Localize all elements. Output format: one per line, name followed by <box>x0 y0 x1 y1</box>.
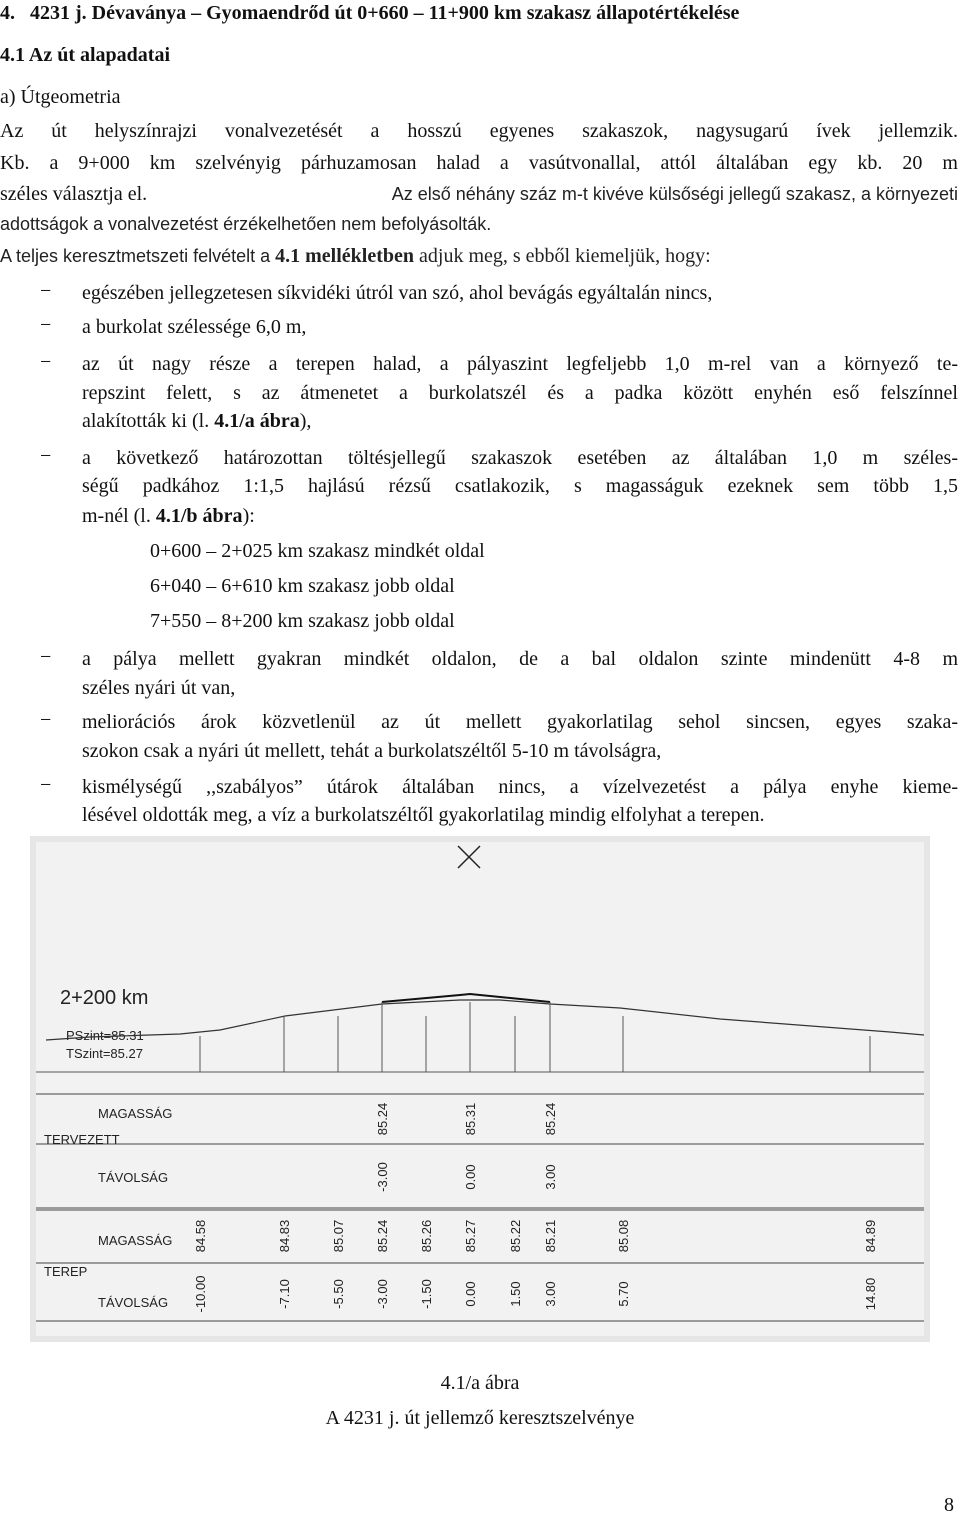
bullet-text: a burkolat szélessége 6,0 m, <box>82 316 307 338</box>
cross-section-figure <box>30 836 930 1342</box>
paragraph-line: Az út helyszínrajzi vonalvezetését a hosszú egyenes szakaszok, nagysugarú ívek jellemzik. <box>0 120 958 142</box>
station-label: 2+200 km <box>60 987 149 1009</box>
terrain-height-value: 85.24 <box>375 1219 390 1253</box>
bullet-text <box>82 410 311 432</box>
bullet-text: egészében jellegzetesen síkvidéki útról van szó, ahol bevágás egyáltalán nincs, <box>82 282 713 304</box>
intro-line <box>0 245 711 267</box>
planned-distance-value: -3.00 <box>375 1162 390 1192</box>
terrain-height-value: 84.58 <box>193 1219 208 1253</box>
terrain-distance-value: 1.50 <box>508 1281 523 1307</box>
planned-height-value: 85.31 <box>463 1102 478 1136</box>
bullet-dash: − <box>40 774 52 796</box>
terrain-distance-value: 3.00 <box>543 1281 558 1307</box>
paragraph-line: adottságok a vonalvezetést érzékelhetően nem befolyásolták. <box>0 214 492 234</box>
intro-post: adjuk meg, s ebből kiemeljük, hogy: <box>419 245 711 267</box>
section-title: 4.1 Az út alapadatai <box>0 44 171 66</box>
bullet-text: széles nyári út van, <box>82 677 236 699</box>
planned-distance-value: 3.00 <box>543 1164 558 1190</box>
bullet-text: a pálya mellett gyakran mindkét oldalon, de a bal oldalon szinte mindenütt 4-8 m <box>82 648 958 670</box>
bullet-text: meliorációs árok közvetlenül az út mellett gyakorlatilag sehol sincsen, egyes szaka- <box>82 711 958 733</box>
page-number: 8 <box>944 1494 954 1516</box>
group-label-terrain: TEREP <box>44 1264 88 1279</box>
figure-caption-number: 4.1/a ábra <box>440 1372 520 1394</box>
planned-height-value: 85.24 <box>543 1102 558 1136</box>
bullet-text: szokon csak a nyári út mellett, tehát a burkolatszéltől 5-10 m távolságra, <box>82 740 662 762</box>
row-label-terrain-height: MAGASSÁG <box>98 1233 173 1248</box>
paragraph-fragment: széles választja el. <box>0 183 148 205</box>
chapter-heading <box>0 2 739 24</box>
row-label-terrain-distance: TÁVOLSÁG <box>98 1295 169 1310</box>
bullet-text <box>82 505 255 527</box>
bullet-fragment: m-nél (l. <box>82 505 151 527</box>
terrain-height-value: 85.08 <box>616 1219 631 1253</box>
bullet-dash: − <box>40 709 52 731</box>
terrain-height-value: 84.89 <box>863 1219 878 1253</box>
planned-height-value: 85.24 <box>375 1102 390 1136</box>
subsection-title: a) Útgeometria <box>0 86 121 108</box>
figure-panel <box>36 842 924 1336</box>
terrain-distance-value: -3.00 <box>375 1279 390 1309</box>
paragraph-line: Kb. a 9+000 km szelvényig párhuzamosan halad a vasútvonallal, attól általában egy kb. 20 m <box>0 152 958 174</box>
bullet-dash: − <box>40 445 52 467</box>
chapter-number: 4. <box>0 2 15 24</box>
terrain-distance-value: -10.00 <box>193 1275 208 1313</box>
terrain-distance-value: -1.50 <box>419 1279 434 1309</box>
terrain-height-value: 85.26 <box>419 1219 434 1253</box>
figure-ref: 4.1/a ábra <box>214 410 300 432</box>
bullet-dash: − <box>40 646 52 668</box>
bullet-text: az út nagy része a terepen halad, a pályaszint legfeljebb 1,0 m-rel van a környező te- <box>82 353 958 375</box>
group-label-planned: TERVEZETT <box>44 1132 120 1147</box>
bullet-text: a következő határozottan töltésjellegű szakaszok esetében az általában 1,0 m széles- <box>82 447 958 469</box>
bullet-dash: − <box>40 280 52 302</box>
terrain-height-value: 85.21 <box>543 1219 558 1253</box>
terrain-distance-value: -5.50 <box>331 1279 346 1309</box>
terrain-distance-value: 14.80 <box>863 1277 878 1311</box>
terrain-height-value: 85.07 <box>331 1219 346 1253</box>
bullet-fragment: ): <box>242 505 255 527</box>
section-row: 6+040 – 6+610 km szakasz jobb oldal <box>150 575 455 597</box>
pszint-label: PSzint=85.31 <box>66 1028 144 1043</box>
bullet-text: repszint felett, s az átmenetet a burkolatszél és a padka között enyhén eső felszínnel <box>82 382 958 404</box>
bullet-fragment: alakították ki (l. <box>82 410 210 432</box>
bullet-text: kismélységű ,,szabályos” útárok általában nincs, a vízelvezetést a pálya enyhe kieme- <box>82 776 958 798</box>
bullet-dash: − <box>40 314 52 336</box>
figure-caption-title: A 4231 j. út jellemző keresztszelvénye <box>325 1407 635 1429</box>
row-label-planned-distance: TÁVOLSÁG <box>98 1170 169 1185</box>
section-row: 7+550 – 8+200 km szakasz jobb oldal <box>150 610 455 632</box>
terrain-height-value: 84.83 <box>277 1219 292 1253</box>
bullet-text: ségű padkához 1:1,5 hajlású rézsű csatlakozik, s magasságuk ezeknek sem több 1,5 <box>82 475 958 497</box>
terrain-distance-value: 5.70 <box>616 1281 631 1307</box>
terrain-distance-value: -7.10 <box>277 1279 292 1309</box>
terrain-height-value: 85.22 <box>508 1219 523 1253</box>
paragraph-line <box>0 183 958 205</box>
planned-distance-value: 0.00 <box>463 1164 478 1190</box>
intro-bold: 4.1 mellékletben <box>275 245 415 267</box>
chapter-title: 4231 j. Dévaványa – Gyomaendrőd út 0+660 – 11+900 km szakasz állapotértékelése <box>30 2 740 24</box>
row-label-planned-height: MAGASSÁG <box>98 1106 173 1121</box>
bullet-text: lésével oldották meg, a víz a burkolatszéltől gyakorlatilag mindig elfolyhat a terepen. <box>82 804 765 826</box>
terrain-distance-value: 0.00 <box>463 1281 478 1307</box>
bullet-dash: − <box>40 351 52 373</box>
bullet-fragment: ), <box>299 410 312 432</box>
paragraph-fragment-sans: Az első néhány száz m-t kivéve külsőségi jellegű szakasz, a környezeti <box>391 184 958 204</box>
section-row: 0+600 – 2+025 km szakasz mindkét oldal <box>150 540 485 562</box>
figure-ref: 4.1/b ábra <box>155 505 243 527</box>
tszint-label: TSzint=85.27 <box>66 1046 143 1061</box>
terrain-height-value: 85.27 <box>463 1219 478 1253</box>
intro-pre: A teljes keresztmetszeti felvételt a <box>0 246 271 266</box>
